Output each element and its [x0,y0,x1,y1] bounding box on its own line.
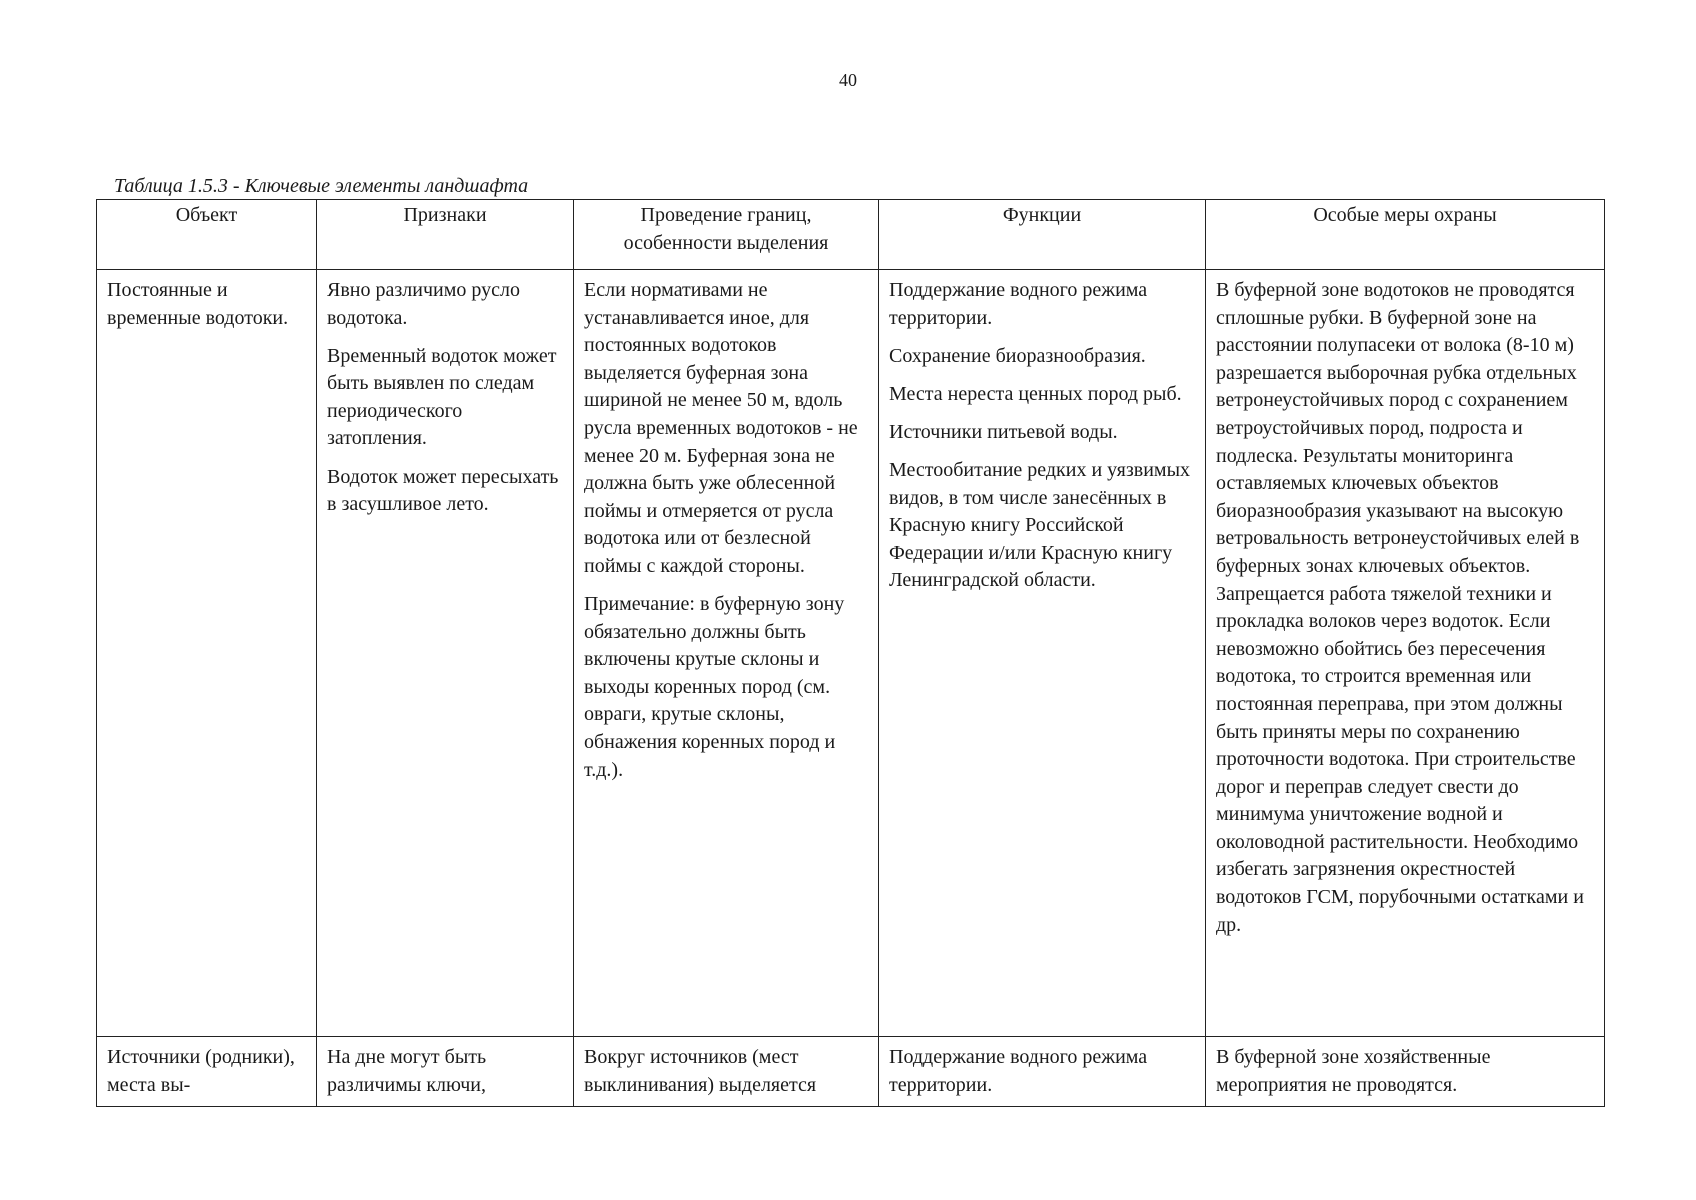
cell-paragraph: Места нереста ценных пород рыб. [889,382,1182,405]
header-measures: Особые меры охраны [1206,200,1605,270]
header-functions: Функции [879,200,1206,270]
cell-object: Источники (родники), места вы- [97,1037,317,1107]
cell-paragraph: В буферной зоне хозяйственные мероприятия не проводятся. [1216,1046,1491,1096]
table-row [97,270,1605,1037]
cell-functions [879,270,1206,1037]
cell-paragraph: Поддержание водного режима территории. [889,279,1148,329]
cell-measures [1206,1037,1605,1107]
cell-paragraph: Временный водоток может быть выявлен по следам периодического затопления. [327,344,557,450]
cell-functions [879,1037,1206,1107]
cell-paragraph: Явно различимо русло водотока. [327,279,520,329]
cell-paragraph: Водоток может пересыхать в засушливое лето. [327,465,559,516]
table-row [97,1037,1605,1107]
cell-signs [317,270,574,1037]
page-number: 40 [839,70,857,90]
cell-paragraph: Вокруг источников (мест выклинивания) выделяется [584,1046,817,1096]
cell-signs [317,1037,574,1107]
cell-paragraph: Местообитание редких и уязвимых видов, в том числе занесённых в Красную книгу Российской Федерации и/или Красную книгу Ленинградской области. [889,458,1191,592]
header-object: Объект [97,200,317,270]
cell-paragraph: В буферной зоне водотоков не проводятся сплошные рубки. В буферной зоне на расстоянии полупасеки от волока (8-10 м) разрешается выборочная рубка отдельных ветронеустойчивых пород с сохранением ветроустойчивых пород, подроста и подлеска. Результаты мониторинга оставляемых ключевых объектов биоразнообразия указывают на высокую ветровальность ветронеустойчивых елей в буферных зонах ключевых объектов. Запрещается работа тяжелой техники и прокладка волоков через водоток. Если невозможно обойтись без пересечения водотока, то строится временная или постоянная переправа, при этом должны быть приняты меры по сохранению проточности водотока. При строительстве дорог и переправ следует свести до минимума уничтожение водной и околоводной растительности. Необходимо избегать загрязнения окрестностей водотоков ГСМ, порубочными остатками и др. [1216,279,1584,936]
landscape-elements-table [96,199,1605,1107]
cell-borders [574,1037,879,1107]
cell-paragraph: Источники питьевой воды. [889,420,1118,443]
cell-paragraph: Поддержание водного режима территории. [889,1046,1148,1096]
cell-paragraph: Сохранение биоразнообразия. [889,344,1146,367]
header-signs: Признаки [317,200,574,270]
cell-object: Постоянные и временные водотоки. [97,270,317,1037]
table-caption: Таблица 1.5.3 - Ключевые элементы ландшафта [114,175,529,197]
cell-paragraph: Примечание: в буферную зону обязательно должны быть включены крутые склоны и выходы коренных пород (см. овраги, крутые склоны, обнажения коренных пород и т.д.). [584,593,845,781]
cell-measures [1206,270,1605,1037]
cell-paragraph: Если нормативами не устанавливается иное, для постоянных водотоков выделяется буферная зона шириной не менее 50 м, вдоль русла временных водотоков - не менее 20 м. Буферная зона не должна быть уже облесенной поймы и отмеряется от русла водотока или от безлесной поймы с каждой стороны. [584,279,858,577]
table-header-row [97,200,1605,270]
header-borders: Проведение границ, особенности выделения [574,200,879,270]
cell-borders [574,270,879,1037]
cell-paragraph: На дне могут быть различимы ключи, [327,1046,487,1096]
